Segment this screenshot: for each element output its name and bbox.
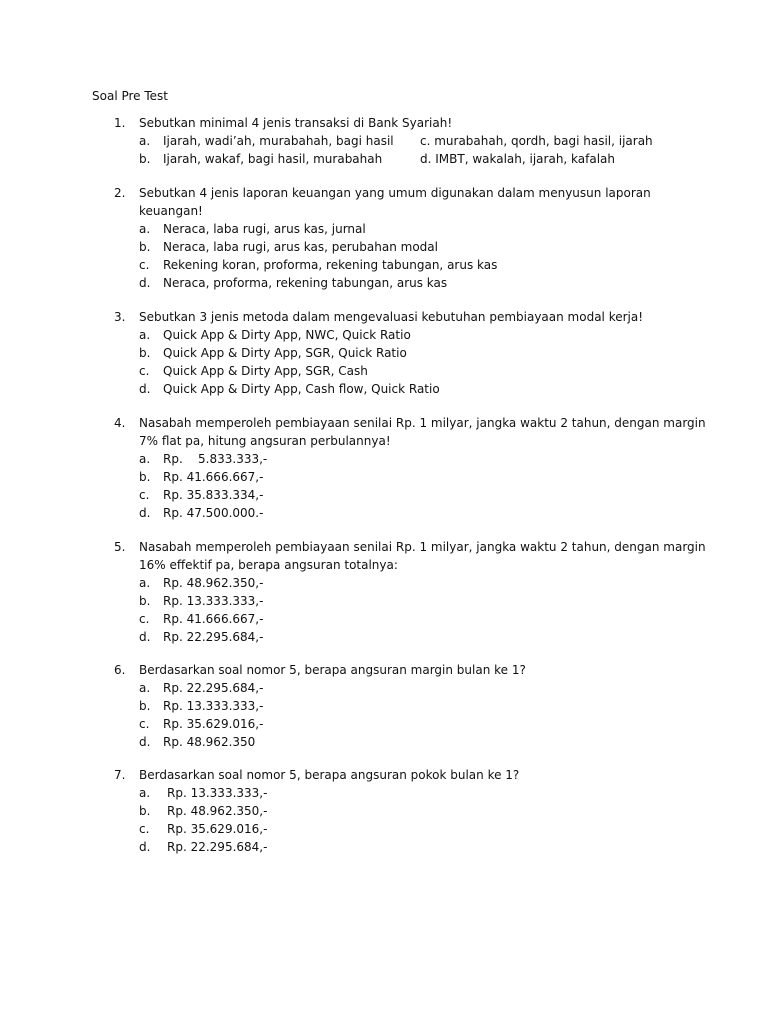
document-title: Soal Pre Test (92, 89, 168, 103)
option-letter: c. (139, 258, 150, 272)
option-letter: d. (139, 840, 151, 854)
option-text: Quick App & Dirty App, Cash flow, Quick Ratio (163, 382, 440, 396)
question-text (139, 114, 694, 132)
question-line: 16% effektif pa, berapa angsuran totalnya: (139, 558, 398, 572)
option-d (139, 838, 679, 856)
option-a (139, 326, 679, 344)
option-text: Rp. 5.833.333,- (163, 452, 268, 466)
option-text: Ijarah, wadi’ah, murabahah, bagi hasil (163, 134, 394, 148)
option-a (139, 220, 679, 238)
option-letter: a. (139, 134, 151, 148)
option-text: Rp. 48.962.350 (163, 735, 256, 749)
question-number: 5. (114, 540, 126, 554)
question-number: 7. (114, 768, 126, 782)
option-d (139, 380, 679, 398)
option-text: Rp. 22.295.684,- (167, 840, 268, 854)
question-text (139, 308, 694, 326)
option-text: Quick App & Dirty App, NWC, Quick Ratio (163, 328, 411, 342)
question-number: 3. (114, 310, 126, 324)
option-d (139, 733, 679, 751)
option-letter: c. (139, 612, 150, 626)
option-a (139, 132, 679, 150)
option-letter: c. (139, 717, 150, 731)
option-text: Rp. 35.629.016,- (163, 717, 264, 731)
option-b (139, 150, 679, 168)
option-d (139, 628, 679, 646)
option-text: Rp. 13.333.333,- (163, 594, 264, 608)
option-text: Neraca, proforma, rekening tabungan, arus kas (163, 276, 448, 290)
option-letter: b. (139, 594, 151, 608)
question-number: 2. (114, 186, 126, 200)
option-a (139, 679, 679, 697)
question-line: Berdasarkan soal nomor 5, berapa angsuran margin bulan ke 1? (139, 663, 526, 677)
option-text: Rp. 41.666.667,- (163, 470, 264, 484)
option-letter: a. (139, 786, 151, 800)
option-c (139, 486, 679, 504)
option-text: Ijarah, wakaf, bagi hasil, murabahah (163, 152, 383, 166)
option-letter: b. (139, 152, 151, 166)
option-letter: a. (139, 328, 151, 342)
option-c (139, 715, 679, 733)
option-text: Rp. 22.295.684,- (163, 681, 264, 695)
option-letter: b. (139, 470, 151, 484)
question-line: 7% flat pa, hitung angsuran perbulannya! (139, 434, 391, 448)
option-letter: d. (139, 630, 151, 644)
option-letter: d. (139, 276, 151, 290)
question-text (139, 538, 706, 574)
question-line: Berdasarkan soal nomor 5, berapa angsuran pokok bulan ke 1? (139, 768, 520, 782)
option-text: Rp. 22.295.684,- (163, 630, 264, 644)
option-d (139, 274, 679, 292)
option-letter: a. (139, 222, 151, 236)
question-line: Sebutkan 3 jenis metoda dalam mengevaluasi kebutuhan pembiayaan modal kerja! (139, 310, 644, 324)
option-b (139, 697, 679, 715)
question-text (139, 184, 694, 220)
option-letter: a. (139, 452, 151, 466)
question-number: 6. (114, 663, 126, 677)
option-b (139, 468, 679, 486)
option-b (139, 592, 679, 610)
option-letter: d. (139, 506, 151, 520)
question-line: keuangan! (139, 204, 203, 218)
question-text (139, 414, 706, 450)
question-line: Sebutkan minimal 4 jenis transaksi di Bank Syariah! (139, 116, 453, 130)
question-number: 1. (114, 116, 126, 130)
option-text: Rp. 47.500.000.- (163, 506, 264, 520)
option-a (139, 784, 679, 802)
question-text (139, 766, 694, 784)
option-letter: d. (139, 382, 151, 396)
option-letter: b. (139, 346, 151, 360)
option-text: Rp. 35.833.334,- (163, 488, 264, 502)
option-b (139, 238, 679, 256)
option-c: c. murabahah, qordh, bagi hasil, ijarah (420, 134, 653, 148)
question-line: Nasabah memperoleh pembiayaan senilai Rp. 1 milyar, jangka waktu 2 tahun, dengan margin (139, 540, 706, 554)
option-letter: b. (139, 240, 151, 254)
option-letter: a. (139, 576, 151, 590)
question-number: 4. (114, 416, 126, 430)
option-text: Rp. 48.962.350,- (167, 804, 268, 818)
option-letter: c. (139, 488, 150, 502)
option-c (139, 362, 679, 380)
option-text: Rp. 48.962.350,- (163, 576, 264, 590)
option-d: d. IMBT, wakalah, ijarah, kafalah (420, 152, 616, 166)
question-line: Sebutkan 4 jenis laporan keuangan yang umum digunakan dalam menyusun laporan (139, 186, 651, 200)
option-a (139, 450, 679, 468)
option-letter: c. (139, 822, 150, 836)
option-letter: d. (139, 735, 151, 749)
option-text: Quick App & Dirty App, SGR, Quick Ratio (163, 346, 407, 360)
option-letter: b. (139, 804, 151, 818)
option-b (139, 344, 679, 362)
option-text: Rp. 13.333.333,- (167, 786, 268, 800)
option-text: Neraca, laba rugi, arus kas, perubahan modal (163, 240, 438, 254)
option-text: Quick App & Dirty App, SGR, Cash (163, 364, 368, 378)
question-line: Nasabah memperoleh pembiayaan senilai Rp. 1 milyar, jangka waktu 2 tahun, dengan margin (139, 416, 706, 430)
option-c (139, 256, 679, 274)
option-c (139, 820, 679, 838)
option-text: Rp. 13.333.333,- (163, 699, 264, 713)
option-text: Rekening koran, proforma, rekening tabungan, arus kas (163, 258, 498, 272)
option-a (139, 574, 679, 592)
option-c (139, 610, 679, 628)
option-letter: a. (139, 681, 151, 695)
question-text (139, 661, 694, 679)
option-letter: b. (139, 699, 151, 713)
option-letter: c. (139, 364, 150, 378)
option-b (139, 802, 679, 820)
option-text: Rp. 41.666.667,- (163, 612, 264, 626)
option-text: Rp. 35.629.016,- (167, 822, 268, 836)
option-d (139, 504, 679, 522)
option-text: Neraca, laba rugi, arus kas, jurnal (163, 222, 366, 236)
